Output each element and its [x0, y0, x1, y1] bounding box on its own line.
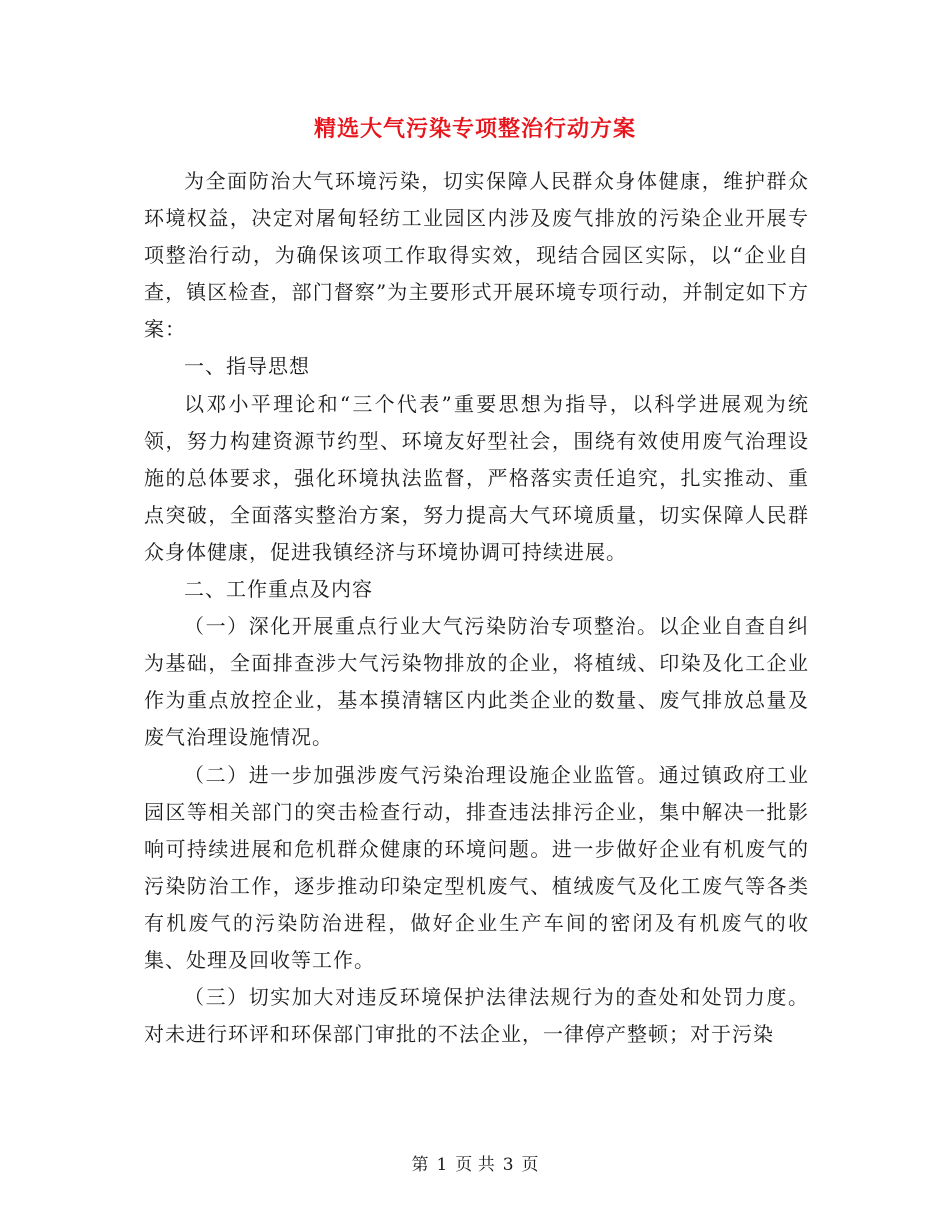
current-page-number: 1	[436, 1155, 448, 1175]
document-body	[144, 163, 809, 1053]
intro-paragraph: 为全面防治大气环境污染，切实保障人民群众身体健康，维护群众环境权益，决定对屠甸轻纺工业园区内涉及废气排放的污染企业开展专项整治行动，为确保该项工作取得实效，现结合园区实际，以“企业自查，镇区检查，部门督察”为主要形式开展环境专项行动，并制定如下方案：	[144, 169, 809, 342]
section-heading-guiding-ideology: 一、指导思想	[184, 354, 310, 379]
footer-prefix: 第	[411, 1155, 429, 1175]
page-footer	[0, 1153, 950, 1177]
work-item-1-paragraph: （一）深化开展重点行业大气污染防治专项整治。以企业自查自纠为基础，全面排查涉大气污染物排放的企业，将植绒、印染及化工企业作为重点放控企业，基本摸清辖区内此类企业的数量、废气排放总量及废气治理设施情况。	[144, 614, 809, 750]
work-item-2-paragraph: （二）进一步加强涉废气污染治理设施企业监管。通过镇政府工业园区等相关部门的突击检查行动，排查违法排污企业，集中解决一批影响可持续进展和危机群众健康的环境问题。进一步做好企业有机废气的污染防治工作，逐步推动印染定型机废气、植绒废气及化工废气等各类有机废气的污染防治进程，做好企业生产车间的密闭及有机废气的收集、处理及回收等工作。	[144, 762, 809, 972]
work-item-3-paragraph: （三）切实加大对违反环境保护法律法规行为的查处和处罚力度。对未进行环评和环保部门审批的不法企业，一律停产整顿；对于污染	[144, 985, 809, 1047]
document-title: 精选大气污染专项整治行动方案	[313, 116, 636, 142]
guiding-ideology-paragraph: 以邓小平理论和“三个代表”重要思想为指导，以科学进展观为统领，努力构建资源节约型、环境友好型社会，围绕有效使用废气治理设施的总体要求，强化环境执法监督，严格落实责任追究，扎实推动、重点突破，全面落实整治方案，努力提高大气环境质量，切实保障人民群众身体健康，促进我镇经济与环境协调可持续进展。	[144, 391, 809, 564]
total-page-count: 3	[502, 1155, 514, 1175]
section-heading-work-focus: 二、工作重点及内容	[184, 577, 373, 602]
footer-suffix: 页	[521, 1155, 539, 1175]
footer-middle: 页 共	[455, 1155, 495, 1175]
